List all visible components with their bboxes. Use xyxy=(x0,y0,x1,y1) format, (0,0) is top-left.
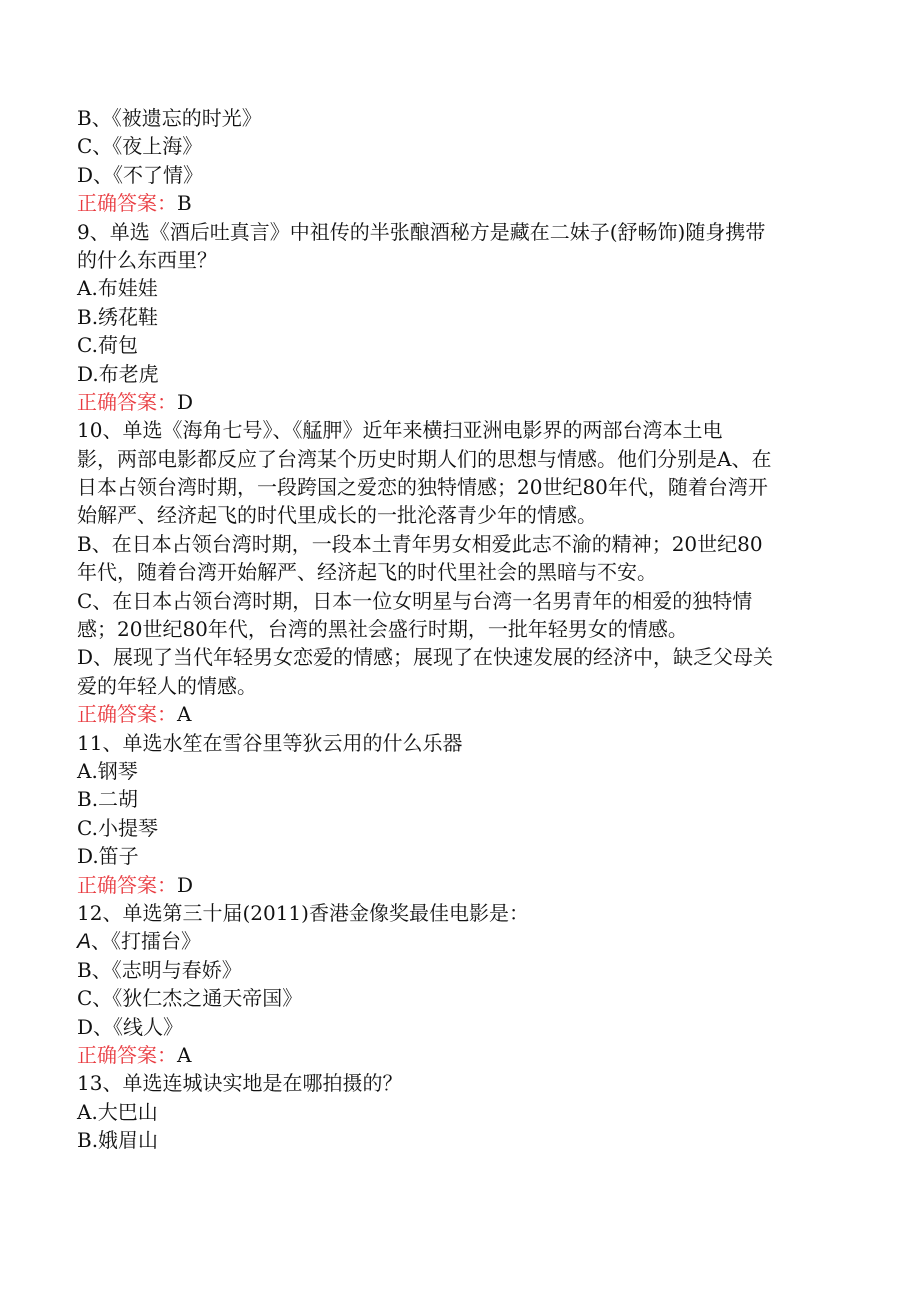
answer-label: 正确答案： xyxy=(77,191,177,216)
answer-label: 正确答案： xyxy=(77,389,177,414)
q10-text-line: 年代，随着台湾开始解严、经济起飞的时代里社会的黑暗与不安。 xyxy=(77,560,657,585)
document-page xyxy=(77,104,837,1154)
q11-option-b: B.二胡 xyxy=(77,787,139,812)
q11-option-a: A.钢琴 xyxy=(77,758,138,783)
q12-option-a-letter: A xyxy=(77,930,92,954)
q9-option-d: D.布老虎 xyxy=(77,361,159,386)
q8-option-d: D、《不了情》 xyxy=(77,162,204,187)
q9-question-line: 9、单选《酒后吐真言》中祖传的半张酿酒秘方是藏在二妹子(舒畅饰)随身携带 xyxy=(77,219,766,244)
answer-label: 正确答案： xyxy=(77,872,177,897)
q9-question-line: 的什么东西里？ xyxy=(77,247,217,272)
q10-text-line: B、在日本占领台湾时期，一段本土青年男女相爱此志不渝的精神；20世纪80 xyxy=(77,531,763,556)
q9-option-c: C.荷包 xyxy=(77,333,138,358)
q12-option-d: D、《线人》 xyxy=(77,1014,184,1039)
q9-option-a: A.布娃娃 xyxy=(77,276,158,301)
q9-option-b: B.绣花鞋 xyxy=(77,304,159,329)
q12-answer xyxy=(77,1041,837,1069)
q13-option-b: B.娥眉山 xyxy=(77,1128,159,1153)
q10-text-line: 感；20世纪80年代，台湾的黑社会盛行时期，一批年轻男女的情感。 xyxy=(77,617,688,642)
q8-option-b: B、《被遗忘的时光》 xyxy=(77,106,262,130)
answer-label: 正确答案： xyxy=(77,1042,177,1067)
q12-option-b: B、《志明与春娇》 xyxy=(77,957,242,982)
q8-answer xyxy=(77,189,837,217)
q11-option-c: C.小提琴 xyxy=(77,815,158,840)
q10-text-line: 爱的年轻人的情感。 xyxy=(77,673,257,698)
q10-answer xyxy=(77,700,837,728)
q10-text-line: 10、单选《海角七号》、《艋胛》近年来横扫亚洲电影界的两部台湾本土电 xyxy=(77,418,723,443)
answer-label: 正确答案： xyxy=(77,702,177,727)
answer-value: D xyxy=(177,389,194,414)
q11-answer xyxy=(77,871,837,899)
q10-text-line: D、展现了当代年轻男女恋爱的情感；展现了在快速发展的经济中，缺乏父母关 xyxy=(77,645,774,670)
q12-question-line: 12、单选第三十届(2011)香港金像奖最佳电影是： xyxy=(77,900,529,925)
q13-question-line: 13、单选连城诀实地是在哪拍摄的？ xyxy=(77,1071,403,1096)
q8-option-c: C、《夜上海》 xyxy=(77,134,203,159)
q12-option-a xyxy=(77,927,837,955)
answer-value: B xyxy=(177,191,192,216)
q10-text-line: 影，两部电影都反应了台湾某个历史时期人们的思想与情感。他们分别是A、在 xyxy=(77,446,772,471)
q12-option-a-text: 、《打擂台》 xyxy=(91,929,202,954)
q10-text-line: 始解严、经济起飞的时代里成长的一批沦落青少年的情感。 xyxy=(77,503,597,528)
q10-text-line: C、在日本占领台湾时期，日本一位女明星与台湾一名男青年的相爱的独特情 xyxy=(77,588,753,613)
q9-answer xyxy=(77,388,837,416)
answer-value: A xyxy=(177,1042,192,1067)
q11-option-d: D.笛子 xyxy=(77,844,139,869)
answer-value: D xyxy=(177,872,194,897)
q13-option-a: A.大巴山 xyxy=(77,1099,158,1124)
q11-question-line: 11、单选水笙在雪谷里等狄云用的什么乐器 xyxy=(77,730,463,755)
q12-option-c: C、《狄仁杰之通天帝国》 xyxy=(77,986,303,1011)
q10-text-line: 日本占领台湾时期，一段跨国之爱恋的独特情感；20世纪80年代，随着台湾开 xyxy=(77,475,768,500)
answer-value: A xyxy=(177,702,192,727)
